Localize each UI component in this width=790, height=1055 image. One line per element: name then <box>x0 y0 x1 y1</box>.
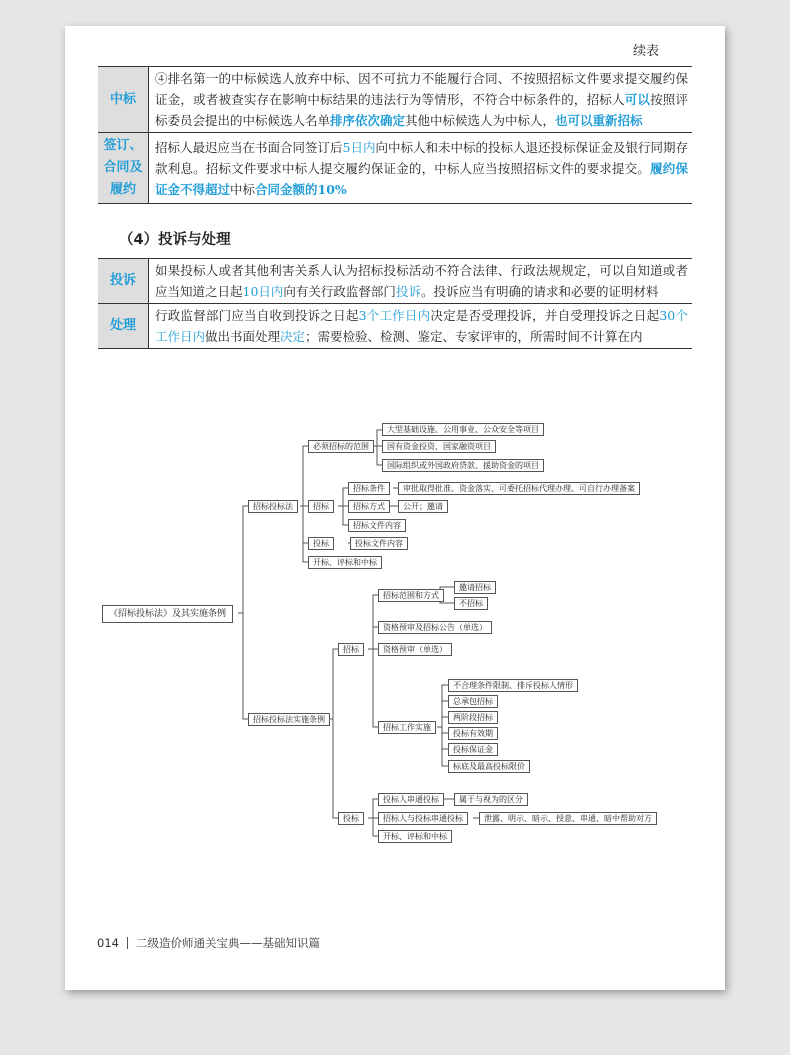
node-law-tender: 投标 <box>308 537 334 550</box>
highlighted-text: 履约保证金不得超过 <box>155 160 688 197</box>
highlighted-text: 决定 <box>280 329 306 344</box>
page <box>65 26 725 990</box>
node-must-bid-scope: 必须招标的范围 <box>308 440 374 453</box>
node-range-item: 邀请招标 <box>454 581 496 594</box>
node-work-item: 不合理条件限制、排斥投标人情形 <box>448 679 578 692</box>
node-collusion-detail: 属于与视为的区分 <box>454 793 528 806</box>
row-content <box>149 67 693 133</box>
node-work-item: 两阶段招标 <box>448 711 498 724</box>
node-scope-item: 国际组织或外国政府贷款、援助资金的项目 <box>382 459 544 472</box>
node-bid-docs: 招标文件内容 <box>348 519 406 532</box>
node-scope-item: 大型基础设施、公用事业、公众安全等项目 <box>382 423 544 436</box>
mindmap-root: 《招标投标法》及其实施条例 <box>102 605 233 623</box>
table-bid-award <box>98 66 692 204</box>
highlighted-text: 排序依次确定 <box>330 113 406 128</box>
node-prequal-notice: 资格预审及招标公告（单选） <box>378 621 492 634</box>
node-work-item: 投标保证金 <box>448 743 498 756</box>
node-regulation: 招标投标法实施条例 <box>248 713 330 726</box>
body-text: 中标 <box>230 181 256 197</box>
table-row <box>98 259 692 304</box>
row-content <box>149 304 693 349</box>
node-work-item: 标底及最高投标限价 <box>448 760 530 773</box>
node-prequal: 资格预审（单选） <box>378 643 452 656</box>
body-text: 做出书面处理 <box>205 329 281 344</box>
body-text: 如果投标人或者其他利害关系人认为招标投标活动不符合法律、行政法规规定，可以自知道或者应当知道之日起 <box>155 263 688 299</box>
node-work-item: 投标有效期 <box>448 727 498 740</box>
footer <box>97 935 320 951</box>
node-law-opening: 开标、评标和中标 <box>308 556 382 569</box>
node-range-method: 招标范围和方式 <box>378 589 444 602</box>
node-work-implementation: 招标工作实施 <box>378 721 436 734</box>
node-collusion2: 招标人与投标串通投标 <box>378 812 468 825</box>
node-work-item: 总承包招标 <box>448 695 498 708</box>
highlighted-text: 可以 <box>624 92 651 107</box>
body-text: 。投诉应当有明确的请求和必要的证明材料 <box>420 284 659 299</box>
node-bid-conditions-detail: 审批取得批准、资金落实、可委托招标代理办理、可自行办理备案 <box>398 482 640 495</box>
row-content <box>149 259 693 304</box>
node-law: 招标投标法 <box>248 500 298 513</box>
highlighted-text: 5日内 <box>342 139 376 155</box>
footer-divider <box>127 937 128 949</box>
row-content <box>149 133 693 204</box>
highlighted-text: 投诉 <box>395 284 421 299</box>
row-header: 签订、合同及履约 <box>98 133 149 204</box>
body-text: 按照评标委员会提出的中标候选人名单 <box>155 92 688 128</box>
table-row <box>98 133 692 204</box>
highlighted-text: 10日内 <box>242 284 284 299</box>
node-bid-conditions: 招标条件 <box>348 482 390 495</box>
body-text: 决定是否受理投诉，并自受理投诉之日起 <box>430 308 660 323</box>
highlighted-text: 30个工作日内 <box>155 308 688 344</box>
body-text: 其他中标候选人为中标人， <box>405 113 556 128</box>
highlighted-text: 也可以重新招标 <box>555 113 643 128</box>
node-range-item: 不招标 <box>454 597 488 610</box>
table-row <box>98 67 692 133</box>
node-scope-item: 国有资金投资、国家融资项目 <box>382 440 496 453</box>
node-bid-method-detail: 公开；邀请 <box>398 500 448 513</box>
row-header: 投诉 <box>98 259 149 304</box>
body-text: ；需要检验、检测、鉴定、专家评审的，所需时间不计算在内 <box>305 329 643 344</box>
body-text: 招标人最迟应当在书面合同签订后 <box>155 139 343 155</box>
body-text: 行政监督部门应当自收到投诉之日起 <box>155 308 359 323</box>
node-collusion: 投标人串通投标 <box>378 793 444 806</box>
node-reg-tender: 投标 <box>338 812 364 825</box>
page-number: 014 <box>97 936 119 950</box>
row-header: 处理 <box>98 304 149 349</box>
continued-label: 续表 <box>632 44 659 59</box>
node-reg-opening: 开标、评标和中标 <box>378 830 452 843</box>
node-law-bidding: 招标 <box>308 500 334 513</box>
highlighted-text: 3个工作日内 <box>358 308 431 323</box>
highlighted-text: 合同金额的10% <box>255 181 347 197</box>
body-text: 向有关行政监督部门 <box>283 284 396 299</box>
table-complaint <box>98 258 692 349</box>
body-text: 向中标人和未中标的投标人退还投标保证金及银行同期存款利息。招标文件要求中标人提交履约保证金的，中标人应当按照招标文件的要求提交。 <box>155 139 688 176</box>
node-bid-method: 招标方式 <box>348 500 390 513</box>
book-title: 二级造价师通关宝典——基础知识篇 <box>135 936 320 950</box>
node-collusion2-detail: 泄露、明示、暗示、授意、串通、暗中帮助对方 <box>479 812 657 825</box>
row-header: 中标 <box>98 67 149 133</box>
table-row <box>98 304 692 349</box>
node-reg-bidding: 招标 <box>338 643 364 656</box>
section-title: （4）投诉与处理 <box>119 232 231 248</box>
body-text: ④排名第一的中标候选人放弃中标、因不可抗力不能履行合同、不按照招标文件要求提交履约保证金，或者被查实存在影响中标结果的违法行为等情形，不符合中标条件的，招标人 <box>155 71 688 107</box>
node-tender-docs: 投标文件内容 <box>350 537 408 550</box>
